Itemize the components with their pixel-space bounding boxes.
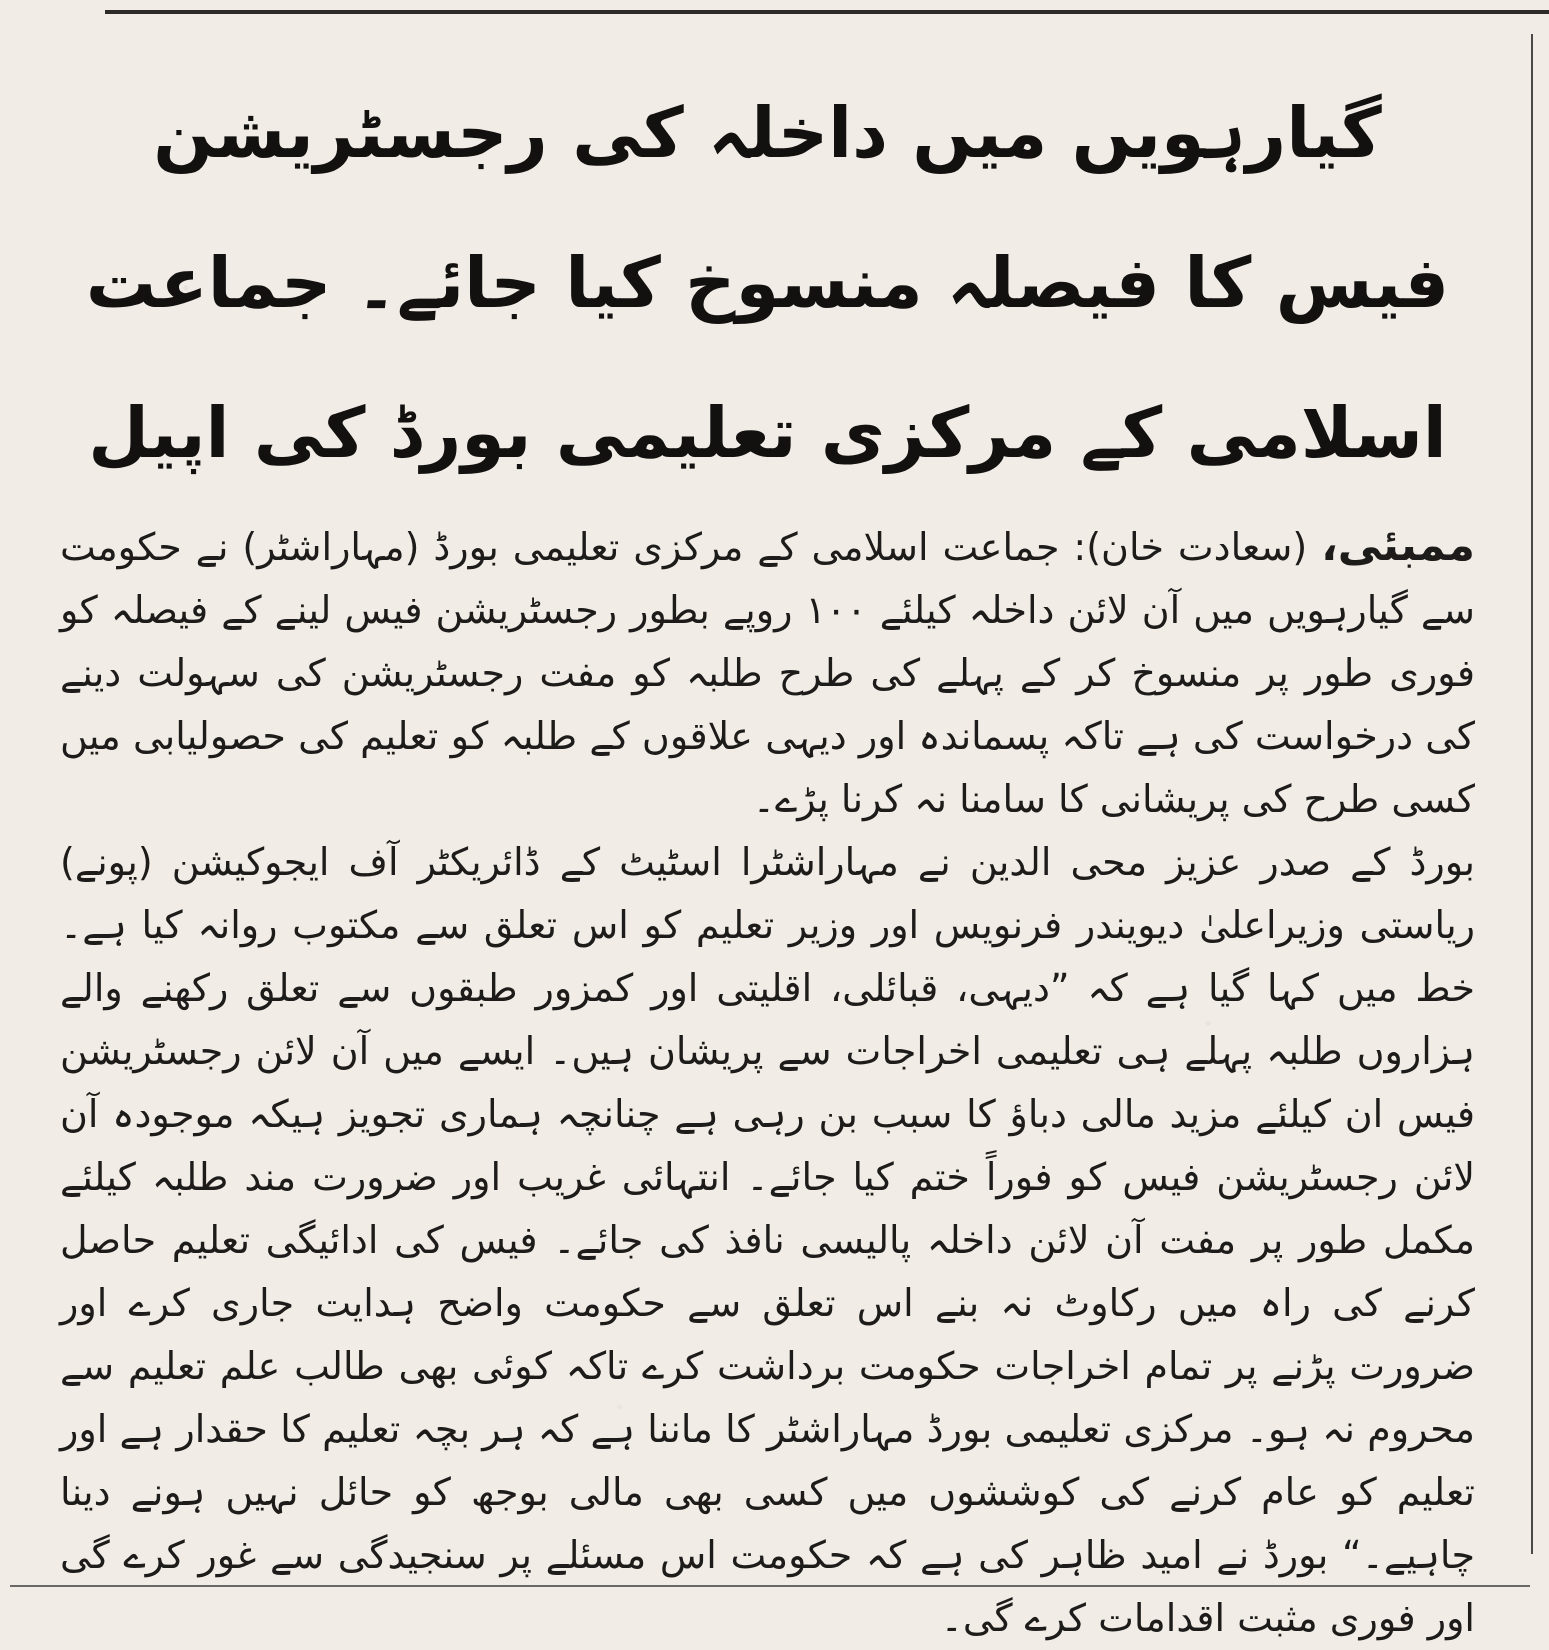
paragraph-1-text: جماعت اسلامی کے مرکزی تعلیمی بورڈ (مہاراشٹر) نے حکومت سے گیارہویں میں آن لائن داخلہ کیلئے ۱۰۰ روپے بطور رجسٹریشن فیس لینے کے فیصلہ کو فوری طور پر منسوخ کر کے پہلے کی طرح طلبہ کو مفت رجسٹریشن کی سہولت دینے کی درخواست کی ہے تاکہ پسماندہ اور دیہی علاقوں کے طلبہ کو تعلیم کی حصولیابی میں کسی طرح کی پریشانی کا سامنا نہ کرنا پڑے۔	[60, 525, 1475, 821]
top-border-rule	[105, 10, 1549, 14]
article-paragraph-2: بورڈ کے صدر عزیز محی الدین نے مہاراشٹرا اسٹیٹ کے ڈائریکٹر آف ایجوکیشن (پونے) ریاستی وزیراعلیٰ دیویندر فرنویس اور وزیر تعلیم کو اس تعلق سے مکتوب روانہ کیا ہے۔ خط میں کہا گیا ہے کہ ”دیہی، قبائلی، اقلیتی اور کمزور طبقوں سے تعلق رکھنے والے ہزاروں طلبہ پہلے ہی تعلیمی اخراجات سے پریشان ہیں۔ ایسے میں آن لائن رجسٹریشن فیس ان کیلئے مزید مالی دباؤ کا سبب بن رہی ہے چنانچہ ہماری تجویز ہیکہ موجودہ آن لائن رجسٹریشن فیس کو فوراً ختم کیا جائے۔ انتہائی غریب اور ضرورت مند طلبہ کیلئے مکمل طور پر مفت آن لائن داخلہ پالیسی نافذ کی جائے۔ فیس کی ادائیگی تعلیم حاصل کرنے کی راہ میں رکاوٹ نہ بنے اس تعلق سے حکومت واضح ہدایت جاری کرے اور ضرورت پڑنے پر تمام اخراجات حکومت برداشت کرے تاکہ کوئی بھی طالب علم تعلیم سے محروم نہ ہو۔ مرکزی تعلیمی بورڈ مہاراشٹر کا ماننا ہے کہ ہر بچہ تعلیم کا حقدار ہے اور تعلیم کو عام کرنے کی کوششوں میں کسی بھی مالی بوجھ کو حائل نہیں ہونے دینا چاہیے۔“ بورڈ نے امید ظاہر کی ہے کہ حکومت اس مسئلے پر سنجیدگی سے غور کرے گی اور فوری مثبت اقدامات کرے گی۔	[60, 840, 1475, 1640]
article-paragraph-1	[60, 514, 1475, 831]
byline: (سعادت خان):	[1073, 525, 1308, 569]
dateline: ممبئی،	[1321, 520, 1475, 571]
news-article	[40, 40, 1495, 1640]
article-headline: گیارہویں میں داخلہ کی رجسٹریشن فیس کا فیصلہ منسوخ کیا جائے۔ جماعت اسلامی کے مرکزی تعلیمی بورڈ کی اپیل	[85, 92, 1450, 474]
right-column-rule	[1531, 34, 1533, 1554]
article-body	[60, 514, 1475, 1650]
